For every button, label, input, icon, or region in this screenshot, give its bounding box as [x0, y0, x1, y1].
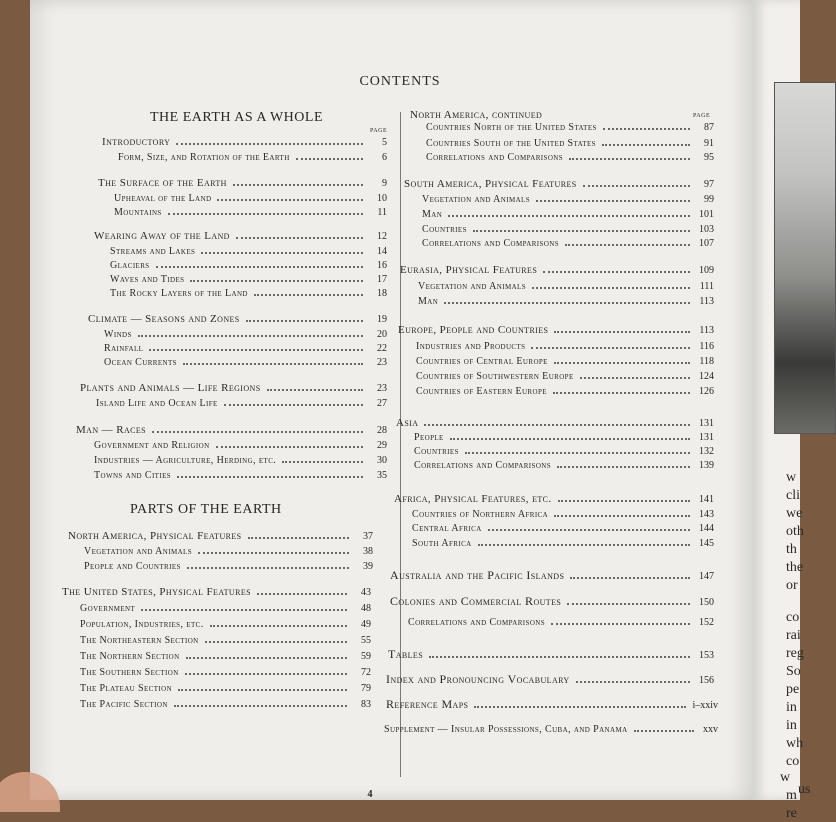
toc-entry[interactable]: Waves and Tides 17 — [110, 274, 387, 285]
page-title: CONTENTS — [359, 74, 441, 89]
toc-entry[interactable]: Rainfall 22 — [104, 343, 387, 354]
toc-entry[interactable]: Man — Races 28 — [76, 424, 387, 436]
toc-entry[interactable]: Government 48 — [80, 603, 371, 614]
toc-entry[interactable]: Upheaval of the Land 10 — [114, 193, 387, 204]
fragment: or — [786, 578, 798, 593]
toc-entry[interactable]: Central Africa 144 — [412, 523, 714, 534]
toc-entry[interactable]: Reference Maps i–xxiv — [386, 697, 718, 711]
toc-entry[interactable]: The Southern Section 72 — [80, 667, 371, 678]
fragment: pe — [786, 682, 800, 697]
fragment: th — [786, 542, 797, 557]
toc-entry[interactable]: The Northeastern Section 55 — [80, 635, 371, 646]
toc-entry[interactable]: Island Life and Ocean Life 27 — [96, 398, 387, 409]
toc-entry[interactable]: Vegetation and Animals 99 — [422, 194, 714, 205]
facing-page — [752, 0, 811, 821]
toc-entry[interactable]: Man 113 — [418, 296, 714, 307]
toc-entry[interactable]: Mountains 11 — [114, 207, 387, 218]
toc-entry[interactable]: Plants and Animals — Life Regions 23 — [80, 382, 387, 394]
toc-entry[interactable]: Supplement — Insular Possessions, Cuba, and Panama xxv — [384, 724, 718, 735]
fragment: cli — [786, 488, 800, 503]
toc-entry[interactable]: People 131 — [414, 432, 714, 443]
fragment: co — [786, 610, 800, 625]
toc-entry[interactable]: Tables 153 — [388, 647, 714, 661]
section-heading: PARTS OF THE EARTH — [130, 502, 282, 517]
fragment: So — [786, 664, 801, 679]
toc-entry[interactable]: Correlations and Comparisons 95 — [426, 152, 714, 163]
toc-entry[interactable]: North America, continued — [410, 109, 543, 121]
toc-entry[interactable]: Industries — Agriculture, Herding, etc. 30 — [94, 455, 387, 466]
fragment: in — [786, 718, 797, 733]
toc-entry[interactable]: Correlations and Comparisons 107 — [422, 238, 714, 249]
toc-entry[interactable]: Ocean Currents 23 — [104, 357, 387, 368]
fragment: rai — [786, 628, 801, 643]
toc-entry[interactable]: Correlations and Comparisons 139 — [414, 460, 714, 471]
facing-page-photo — [774, 82, 836, 434]
toc-entry[interactable]: Countries North of the United States 87 — [426, 122, 714, 133]
fragment: oth — [786, 524, 804, 539]
toc-entry[interactable]: Population, Industries, etc. 49 — [80, 619, 371, 630]
toc-entry[interactable]: Countries of Northern Africa 143 — [412, 509, 714, 520]
toc-entry[interactable]: Countries 103 — [422, 224, 714, 235]
toc-entry[interactable]: South Africa 145 — [412, 538, 714, 549]
toc-entry[interactable]: The Northern Section 59 — [80, 651, 371, 662]
fragment: in — [786, 700, 797, 715]
toc-entry[interactable]: Form, Size, and Rotation of the Earth 6 — [118, 152, 387, 163]
toc-entry[interactable]: Glaciers 16 — [110, 260, 387, 271]
toc-entry[interactable]: Africa, Physical Features, etc. 141 — [394, 493, 714, 505]
toc-entry[interactable]: Countries of Southwestern Europe 124 — [416, 371, 714, 382]
fragment: we — [786, 506, 803, 521]
fragment: co — [786, 754, 800, 769]
toc-entry[interactable]: Introductory 5 — [102, 136, 387, 148]
fragment: us — [798, 782, 811, 797]
toc-entry[interactable]: Countries South of the United States 91 — [426, 138, 714, 149]
toc-entry[interactable]: Colonies and Commercial Routes 150 — [390, 594, 714, 608]
toc-entry[interactable]: Wearing Away of the Land 12 — [94, 230, 387, 242]
toc-entry[interactable]: The Pacific Section 83 — [80, 699, 371, 710]
toc-entry[interactable]: Countries of Central Europe 118 — [416, 356, 714, 367]
toc-entry[interactable]: Vegetation and Animals 111 — [418, 281, 714, 292]
toc-entry[interactable]: The Plateau Section 79 — [80, 683, 371, 694]
fragment: w — [786, 470, 797, 485]
toc-entry[interactable]: Countries of Eastern Europe 126 — [416, 386, 714, 397]
toc-entry[interactable]: Streams and Lakes 14 — [110, 246, 387, 257]
toc-entry[interactable]: North America, Physical Features 37 — [68, 530, 373, 542]
toc-entry[interactable]: Correlations and Comparisons 152 — [408, 617, 714, 628]
toc-entry[interactable]: Vegetation and Animals 38 — [84, 546, 373, 557]
toc-entry[interactable]: Australia and the Pacific Islands 147 — [390, 568, 714, 582]
page-column-head: PAGE — [370, 128, 388, 134]
fragment: wh — [786, 736, 804, 751]
toc-entry[interactable]: Towns and Cities 35 — [94, 470, 387, 481]
fragment: reg — [786, 646, 804, 661]
toc-entry[interactable]: Asia 131 — [396, 417, 714, 429]
fragment: m — [786, 788, 797, 803]
fragment: the — [786, 560, 804, 575]
toc-entry[interactable]: Government and Religion 29 — [94, 440, 387, 451]
toc-entry[interactable]: The Surface of the Earth 9 — [98, 177, 387, 189]
section-heading: THE EARTH AS A WHOLE — [150, 110, 324, 125]
toc-entry[interactable]: Man 101 — [422, 209, 714, 220]
toc-entry[interactable]: Winds 20 — [104, 329, 387, 340]
toc-entry[interactable]: The United States, Physical Features 43 — [62, 586, 371, 598]
toc-entry[interactable]: Index and Pronouncing Vocabulary 156 — [386, 672, 714, 686]
fragment: re — [786, 806, 797, 821]
toc-entry[interactable]: Climate — Seasons and Zones 19 — [88, 313, 387, 325]
page-column-head: PAGE — [693, 113, 711, 119]
page-number: 4 — [367, 789, 373, 800]
toc-entry[interactable]: Europe, People and Countries 113 — [398, 324, 714, 336]
toc-entry[interactable]: Industries and Products 116 — [416, 341, 714, 352]
toc-entry[interactable]: The Rocky Layers of the Land 18 — [110, 288, 387, 299]
toc-entry[interactable]: People and Countries 39 — [84, 561, 373, 572]
fragment: w — [780, 770, 791, 785]
toc-entry[interactable]: Eurasia, Physical Features 109 — [400, 264, 714, 276]
toc-entry[interactable]: South America, Physical Features 97 — [404, 178, 714, 190]
toc-entry[interactable]: Countries 132 — [414, 446, 714, 457]
